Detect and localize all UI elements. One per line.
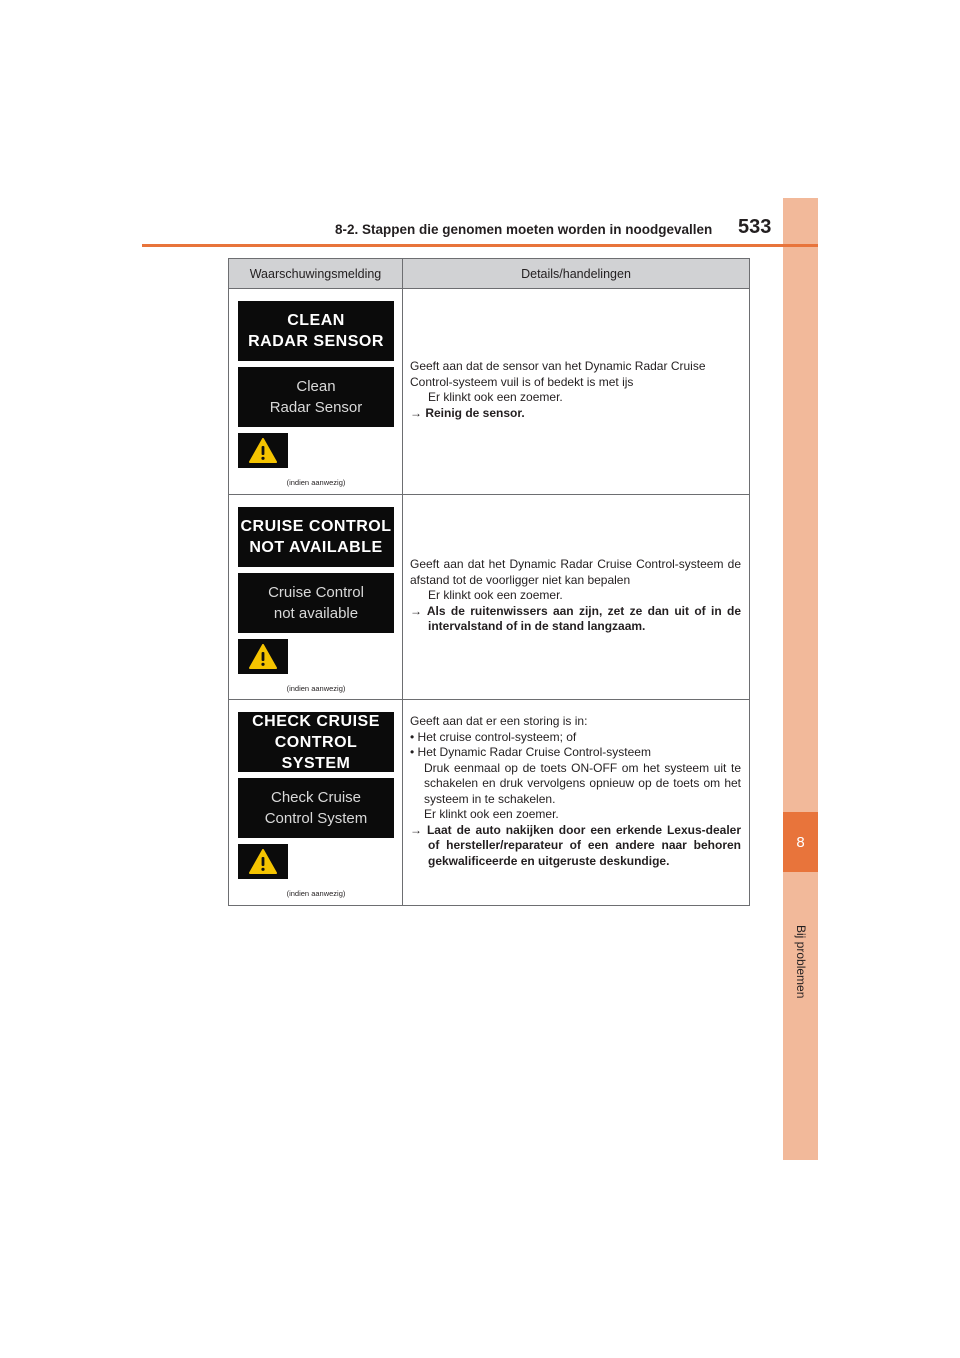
column-header-details: Details/handelingen	[521, 266, 631, 281]
page-number: 533	[738, 216, 772, 238]
display-message-caps	[238, 301, 394, 361]
message-cell	[229, 495, 403, 699]
chapter-number: 8	[783, 812, 818, 872]
detail-text: Druk eenmaal op de toets ON-OFF om het systeem uit te schakelen en druk vervolgens opnieuw op de toets om het systeem in te schakelen.	[424, 760, 741, 806]
display-line: CHECK CRUISE	[252, 712, 380, 730]
display-line: Radar Sensor	[269, 399, 363, 416]
action-text: → Laat de auto nakijken door een erkende Lexus-dealer of hersteller/reparateur of een andere naar behoren gekwalificeerde en uitgeruste deskundige.	[410, 822, 741, 868]
display-line: RADAR SENSOR	[248, 333, 384, 350]
detail-text: Er klinkt ook een zoemer.	[424, 807, 559, 821]
display-line: CRUISE CONTROL	[240, 518, 392, 535]
display-message-small	[238, 367, 394, 427]
display-line: NOT AVAILABLE	[249, 539, 383, 556]
availability-note: (indien aanwezig)	[286, 684, 346, 693]
detail-text: Er klinkt ook een zoemer.	[428, 588, 563, 602]
availability-note: (indien aanwezig)	[286, 889, 346, 898]
table-row	[229, 289, 749, 495]
message-cell	[229, 700, 403, 905]
table-row	[229, 495, 749, 700]
detail-text: Er klinkt ook een zoemer.	[428, 390, 563, 404]
display-message-caps	[238, 507, 394, 567]
detail-text: Geeft aan dat de sensor van het Dynamic Radar Cruise Control-systeem vuil is of bedekt is met ijs	[410, 359, 706, 389]
detail-text: • Het cruise control-systeem; of	[410, 729, 577, 744]
display-message-small	[238, 778, 394, 838]
detail-text: • Het Dynamic Radar Cruise Control-systeem	[410, 745, 651, 759]
details-cell	[403, 495, 749, 699]
display-line: Control System	[264, 810, 368, 827]
details-cell	[403, 700, 749, 905]
display-line: Cruise Control	[268, 584, 364, 601]
table-header	[229, 259, 749, 289]
warning-triangle-icon	[238, 844, 288, 879]
detail-text: Geeft aan dat er een storing is in:	[410, 714, 588, 728]
message-cell	[229, 289, 403, 494]
display-message-caps	[238, 712, 394, 772]
display-message-small	[238, 573, 394, 633]
side-tab-strip	[783, 198, 818, 1160]
display-line: CLEAN	[287, 312, 345, 329]
detail-text: Geeft aan dat het Dynamic Radar Cruise Control-systeem de afstand tot de voorligger niet kan bepalen	[410, 557, 741, 587]
warning-triangle-icon	[238, 433, 288, 468]
action-text: → Reinig de sensor.	[410, 405, 525, 420]
warning-table	[228, 258, 750, 906]
column-header-message: Waarschuwingsmelding	[229, 259, 403, 288]
table-row	[229, 700, 749, 905]
section-title: 8-2. Stappen die genomen moeten worden in noodgevallen	[335, 222, 713, 237]
availability-note: (indien aanwezig)	[286, 478, 346, 487]
display-line: Clean	[296, 378, 336, 395]
action-text: → Als de ruitenwissers aan zijn, zet ze dan uit of in de intervalstand of in de stand langzaam.	[410, 603, 741, 633]
details-cell	[403, 289, 749, 494]
header-rule	[142, 244, 818, 247]
side-tab-label: Bij problemen	[794, 925, 808, 999]
display-line: CONTROL SYSTEM	[274, 733, 358, 772]
display-line: Check Cruise	[270, 789, 362, 806]
display-line: not available	[273, 605, 359, 622]
warning-triangle-icon	[238, 639, 288, 674]
